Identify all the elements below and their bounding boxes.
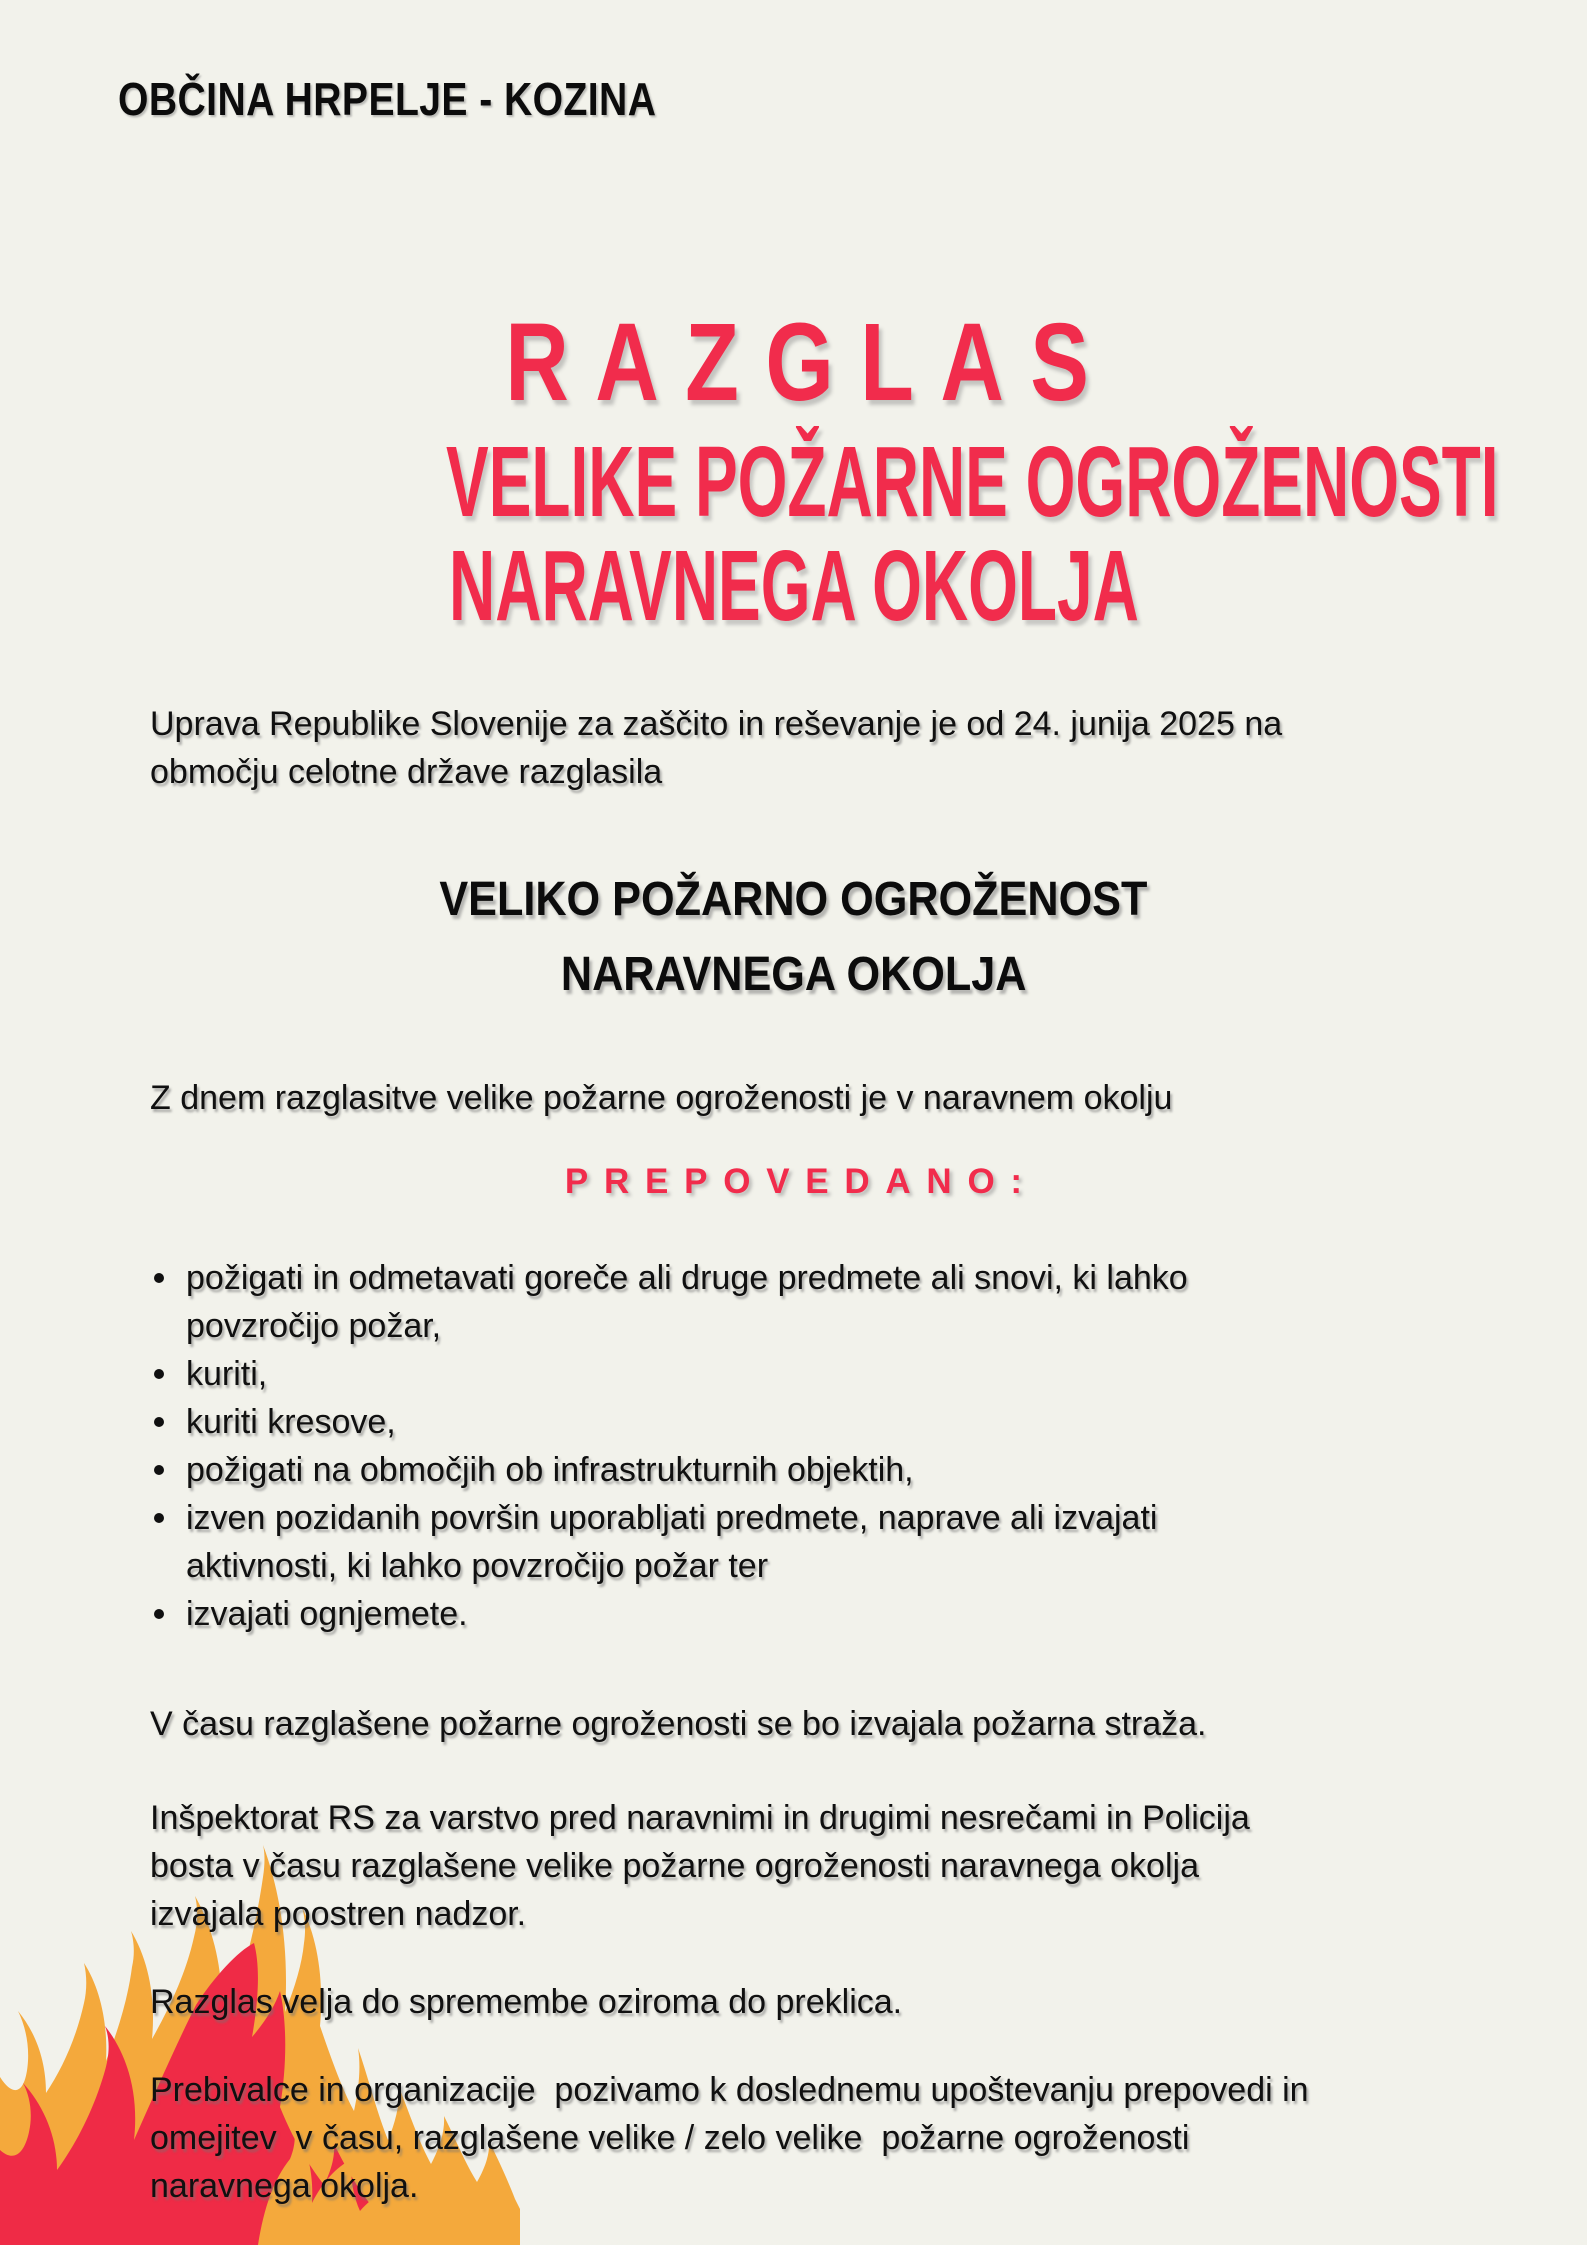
list-item xyxy=(150,1494,1437,1590)
text-line: V času razglašene požarne ogroženosti se bo izvajala požarna straža. xyxy=(150,1705,1207,1743)
appeal-paragraph xyxy=(150,2066,1437,2210)
declaration-heading xyxy=(150,868,1437,1018)
text-line: Uprava Republike Slovenije za zaščito in reševanje je od 24. junija 2025 na xyxy=(150,705,1283,743)
text-line: Z dnem razglasitve velike požarne ogroženosti je v naravnem okolju xyxy=(150,1079,1173,1117)
list-item xyxy=(150,1350,1437,1398)
subtitle-line-2: NARAVNEGA OKOLJA xyxy=(448,530,1139,642)
text-line: območju celotne države razglasila xyxy=(150,753,663,791)
intro-paragraph xyxy=(150,700,1437,796)
page-title-text: RAZGLAS xyxy=(504,301,1116,424)
text-line: požigati na območjih ob infrastrukturnih objektih, xyxy=(186,1451,914,1489)
inspectorate-paragraph xyxy=(150,1794,1437,1938)
text-line: omejitev v času, razglašene velike / zelo velike požarne ogroženosti xyxy=(150,2119,1190,2157)
list-item xyxy=(150,1254,1437,1350)
text-line: bosta v času razglašene velike požarne ogroženosti naravnega okolja xyxy=(150,1847,1199,1885)
text-line: kuriti, xyxy=(186,1355,268,1393)
text-line: aktivnosti, ki lahko povzročijo požar ter xyxy=(186,1547,769,1585)
page-subtitle xyxy=(150,426,1499,642)
text-line: Inšpektorat RS za varstvo pred naravnimi in drugimi nesrečami in Policija xyxy=(150,1799,1250,1837)
list-item xyxy=(150,1398,1437,1446)
list-item xyxy=(150,1590,1437,1638)
subtitle-line-1: VELIKE POŽARNE OGROŽENOSTI xyxy=(446,426,1499,538)
text-line: izvajala poostren nadzor. xyxy=(150,1895,527,1933)
municipality-header: OBČINA HRPELJE - KOZINA xyxy=(118,73,657,125)
text-line: kuriti kresove, xyxy=(186,1403,396,1441)
prohibited-list xyxy=(150,1254,1437,1638)
text-line: povzročijo požar, xyxy=(186,1307,442,1345)
declaration-line-1: VELIKO POŽARNO OGROŽENOST xyxy=(439,873,1148,926)
text-line: izvajati ognjemete. xyxy=(186,1595,468,1633)
text-line: izven pozidanih površin uporabljati predmete, naprave ali izvajati xyxy=(186,1499,1158,1537)
text-line: naravnega okolja. xyxy=(150,2167,419,2205)
text-line: požigati in odmetavati goreče ali druge predmete ali snovi, ki lahko xyxy=(186,1259,1188,1297)
context-paragraph xyxy=(150,1074,1437,1122)
prohibited-heading: PREPOVEDANO: xyxy=(564,1162,1038,1201)
title-block xyxy=(150,301,1499,642)
text-line: Prebivalce in organizacije pozivamo k doslednemu upoštevanju prepovedi in xyxy=(150,2071,1309,2109)
text-line: Razglas velja do spremembe oziroma do preklica. xyxy=(150,1983,903,2021)
declaration-line-2: NARAVNEGA OKOLJA xyxy=(560,948,1027,1001)
validity-paragraph xyxy=(150,1978,1437,2026)
page-title xyxy=(150,301,1437,424)
fire-watch-paragraph xyxy=(150,1700,1437,1748)
list-item xyxy=(150,1446,1437,1494)
